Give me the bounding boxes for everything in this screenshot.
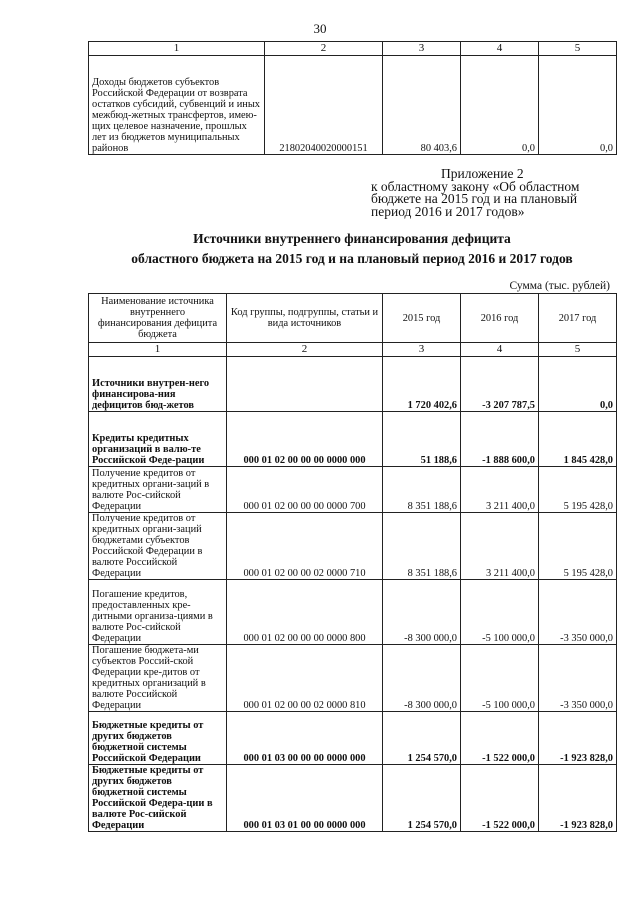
row-value-2017: 0,0 (539, 357, 617, 412)
row-name: Источники внутрен-него финансирова-ния дефицитов бюд-жетов (89, 357, 227, 412)
row-value-2017: 5 195 428,0 (539, 513, 617, 580)
table-row (89, 580, 617, 645)
row-value-2017: -3 350 000,0 (539, 645, 617, 712)
table-row (89, 357, 617, 412)
row-code: 000 01 02 00 00 00 0000 000 (227, 412, 383, 467)
appendix-line: бюджете на 2015 год и на плановый (371, 191, 578, 206)
row-value-2016: 3 211 400,0 (461, 467, 539, 513)
appendix-line: Приложение 2 (441, 166, 524, 181)
col-number: 2 (265, 42, 383, 56)
col-number: 5 (539, 343, 617, 357)
row-value-2016: -5 100 000,0 (461, 580, 539, 645)
row-name: Бюджетные кредиты от других бюджетов бюджетной системы Российской Федерации (89, 712, 227, 765)
row-value-2017: 1 845 428,0 (539, 412, 617, 467)
row-value-2017: 5 195 428,0 (539, 467, 617, 513)
row-value-2015: 8 351 188,6 (383, 513, 461, 580)
row-value: 80 403,6 (383, 56, 461, 155)
financing-sources-table (88, 293, 617, 832)
row-name: Погашение бюджета-ми субъектов Россий-ской Федерации кре-дитов от кредитных организаций в валюте Российской Федерации (89, 645, 227, 712)
row-value-2015: 8 351 188,6 (383, 467, 461, 513)
row-value-2016: -1 522 000,0 (461, 712, 539, 765)
row-value-2016: 3 211 400,0 (461, 513, 539, 580)
table-row (89, 467, 617, 513)
row-value-2016: -1 888 600,0 (461, 412, 539, 467)
table-row (89, 56, 617, 155)
col-number: 4 (461, 42, 539, 56)
row-value-2017: -3 350 000,0 (539, 580, 617, 645)
row-name: Получение кредитов от кредитных органи-заций бюджетами субъектов Российской Федерации в валюте Российской Федерации (89, 513, 227, 580)
revenue-table (88, 41, 617, 155)
row-code (227, 357, 383, 412)
col-number: 5 (539, 42, 617, 56)
row-code: 000 01 02 00 00 00 0000 700 (227, 467, 383, 513)
header-name: Наименование источника внутреннего финансирования дефицита бюджета (89, 294, 227, 343)
appendix-line: к областному закону «Об областном (371, 178, 580, 194)
row-code: 000 01 02 00 00 02 0000 710 (227, 513, 383, 580)
appendix-line: период 2016 и 2017 годов» (371, 203, 525, 219)
row-code: 21802040020000151 (265, 56, 383, 155)
row-value-2016: -5 100 000,0 (461, 645, 539, 712)
row-name: Кредиты кредитных организаций в валю-те Российской Феде-рации (89, 412, 227, 467)
column-number-row (89, 343, 617, 357)
title-line: Источники внутреннего финансирования дефицита (193, 231, 511, 246)
row-value-2015: 1 720 402,6 (383, 357, 461, 412)
row-code: 000 01 03 00 00 00 0000 000 (227, 712, 383, 765)
row-value-2015: 51 188,6 (383, 412, 461, 467)
row-value-2015: -8 300 000,0 (383, 645, 461, 712)
row-value-2015: 1 254 570,0 (383, 712, 461, 765)
col-number: 1 (89, 42, 265, 56)
header-code: Код группы, подгруппы, статьи и вида источников (227, 294, 383, 343)
row-name: Погашение кредитов, предоставленных кре-дитными организа-циями в валюте Рос-сийской Федерации (89, 580, 227, 645)
header-2015: 2015 год (383, 294, 461, 343)
row-value: 0,0 (461, 56, 539, 155)
appendix-note (371, 168, 579, 218)
row-value-2015: 1 254 570,0 (383, 765, 461, 832)
document-title (88, 229, 616, 269)
table-row (89, 645, 617, 712)
row-value-2016: -3 207 787,5 (461, 357, 539, 412)
row-code: 000 01 03 01 00 00 0000 000 (227, 765, 383, 832)
col-number: 3 (383, 42, 461, 56)
col-number: 4 (461, 343, 539, 357)
row-value-2017: -1 923 828,0 (539, 712, 617, 765)
row-code: 000 01 02 00 00 02 0000 810 (227, 645, 383, 712)
row-value-2015: -8 300 000,0 (383, 580, 461, 645)
header-2016: 2016 год (461, 294, 539, 343)
row-value-2017: -1 923 828,0 (539, 765, 617, 832)
col-number: 2 (227, 343, 383, 357)
page-number: 30 (313, 21, 327, 36)
col-number: 1 (89, 343, 227, 357)
title-line: областного бюджета на 2015 год и на плановый период 2016 и 2017 годов (131, 251, 573, 266)
row-code: 000 01 02 00 00 00 0000 800 (227, 580, 383, 645)
table-row (89, 412, 617, 467)
row-name: Бюджетные кредиты от других бюджетов бюджетной системы Российской Федера-ции в валюте Рос-сийской Федерации (89, 765, 227, 832)
col-number: 3 (383, 343, 461, 357)
table-header-row (89, 42, 617, 56)
row-value: 0,0 (539, 56, 617, 155)
row-name: Получение кредитов от кредитных органи-заций в валюте Рос-сийской Федерации (89, 467, 227, 513)
row-name: Доходы бюджетов субъектов Российской Федерации от возврата остатков субсидий, субвенций и иных межбюд-жетных трансфертов, имею-щих целевое назначение, прошлых лет из бюджетов муниципальных районов (89, 56, 265, 155)
unit-label: Сумма (тыс. рублей) (509, 280, 610, 292)
table-row (89, 765, 617, 832)
row-value-2016: -1 522 000,0 (461, 765, 539, 832)
table-row (89, 712, 617, 765)
header-2017: 2017 год (539, 294, 617, 343)
table-header-row (89, 294, 617, 343)
table-row (89, 513, 617, 580)
